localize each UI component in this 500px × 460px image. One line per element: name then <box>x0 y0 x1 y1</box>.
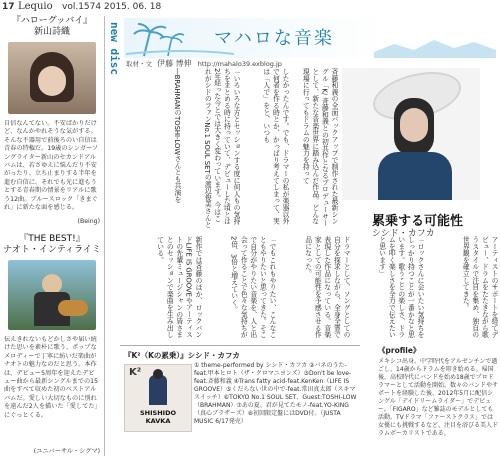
review-1-credit: (Being) <box>77 218 100 225</box>
review-2-body: 伝えきれないもどかしさや届い続けた思いを素朴に歌う、ポップなメロディーで丁寧に紡いだ楽曲がナオトの魅力なのだと思う。本作は、デビュー5周年を迎えたデビュー曲から最新シングルまでの15曲をすべて収めた初のベストアルバムだ。愛しい大切なものに別れを遠んだ2人を描いた「愛してた」にぐっとくる。 <box>4 336 99 419</box>
article-col-9: ―BRAHMANのTOSHI-LOWさんとも共演を <box>173 68 181 203</box>
left-review-column <box>0 16 104 460</box>
article-col-7: 「ロックさんに会いたい気持ちをしっかり持つことが一番かなと思います。歌うことの楽しさ、ドラムを叩く楽しさを全力で伝えたいと思います」 <box>377 236 424 338</box>
column-banner <box>124 18 498 58</box>
article-col-6: ドラマーとして、ソングとしての自分を探求しながら、全身全霊で表現した作品になっている。音楽家としての可能性を予感させる作品になった。 <box>303 236 350 338</box>
column-divider <box>104 16 105 456</box>
review-2-title: 『THE BEST!』 ナオト・インティライミ <box>3 234 101 255</box>
brand-logo: Lequio <box>18 1 53 12</box>
new-disc-label: new disc <box>108 22 121 75</box>
article-col-2: したかったんです。でも、ドラマーの私が楽器以外で何者を作る時とか、かっぱり考えてしまって、実は「人で」をと、いつも <box>261 68 289 225</box>
article-body-upper <box>122 68 338 230</box>
article-col-5: 「でもこれもやりたい、こんなこともやりたいと思ってきた。そこで自分がやりたい音楽を、人と出会って作ることで色々な気持ちが2倍、3倍と増えていく。 <box>229 236 276 338</box>
article-col-3: 「いろいろな方とセッションする度に何人もの気持ちをまとめる時に持っていて、デビューした頃とは2年経った今とでは大きく変わっています。今はこれがシドのファンNo.1 SOUL SETの渡辺俊美さんと <box>203 68 240 228</box>
review-2-credit: (ユニバーサル・シグマ) <box>33 448 100 455</box>
article-col-4: 新作では斉藤のほか、ロックバンドLIFE IS GROOVEやアーティストの先輩ミュージシャンの皆さまとのセッションで楽曲を生み出している。 <box>155 236 202 338</box>
review-1-body: 自信なんてない。不安ばかりだけど、なんかやれそうな気がする。そんな不器用で前後ろのい自信は青春の特権だ。19歳のシンガーソングライター新山のセカンドアルバムは、若さゆえに悩んだり不安がったり、立ち止まりする半年を進む自信に、それでも光に進もうとする青春期の情景をリアルに歌う12曲。ブルースロック「きまぐれ」に新たな面を感じる。 <box>4 120 99 212</box>
disc-info-box <box>120 345 360 458</box>
disc-title: 『K²（Kの累乗）』シシド・カフカ <box>124 351 240 360</box>
article-col-1: 斉藤和義の全面バックアップで制作された最新シングル「K/ 斉藤和義との初共作となるプロデューサーとして、新たな音楽世界に踏み込んだ作品。どんな現場に行ってもドラムの魅力を持って <box>301 68 338 227</box>
article-title: 累乗する可能性 <box>372 214 464 229</box>
profile-body: メキシコ出身。中学時代をアルゼンチンで過ごし、14歳からドラムを叩き始める。帰国後、高校時代にバンドを始め18歳でプロドラマーとして活動を開始。数々のバンドやサポートを経験した後、2012年5月に配信シングル「デイドリームライダー」でデビュー。「FIGARO」など雑誌のモデルとしても活動。TVドラマ「ファーストクラス」では女優にも挑戦するなど、注目を浴びる美人ドラムボーカリストである。 <box>378 358 498 437</box>
article-artist-name: シシド・カフカ <box>372 229 435 239</box>
review-2-cover-image <box>8 260 96 330</box>
disc-cover-image: K² SHISHIDO KAVKA <box>124 364 192 432</box>
issue-number: vol.1574 <box>62 2 102 12</box>
column-title: マハロな音楽 <box>214 28 334 49</box>
profile-box <box>378 345 498 454</box>
column-byline: 取材・文 伊藤 博伸 http://mahalo39.exblog.jp <box>126 59 282 68</box>
page-number: 17 <box>2 2 15 12</box>
page-header <box>0 0 500 16</box>
review-1-title: 『ハローグッバイ』 新山詩織 <box>11 16 93 37</box>
article-col-8: アーティストのサポートを経てデビュー、ドラムをたたきながら歌うスタイルで注目を集め、独自の世界観を確立してきた。 <box>461 236 498 338</box>
review-1-cover-image <box>8 42 96 114</box>
artist-photo <box>342 68 480 200</box>
profile-heading: 《profile》 <box>378 346 421 355</box>
article-body-lower <box>122 236 498 340</box>
disc-track-list: ① theme-performed by シシド・カフカ ②バネのうた-feat.甲本ヒロト（ザ・クロマニヨンズ）③Don't be love-feat.斉藤和義 ④Trans fatty acid-feat.KenKen（LIFE IS GROOVE）⑤くだらない世の中で-feat.常田真太郎（スキマスイッチ）⑥TOKYO No.1 SOUL SET、Guest:TOSHI-LOW（BRAHMAN）⑦あの夏、君が見てたモノ-feat.YO-KING（真心ブラザーズ）⑧初回限定盤にはDVD付。（JUSTA MUSIC 6/17発売） <box>194 362 357 425</box>
issue-date: 2015. 06. 18 <box>104 2 162 12</box>
